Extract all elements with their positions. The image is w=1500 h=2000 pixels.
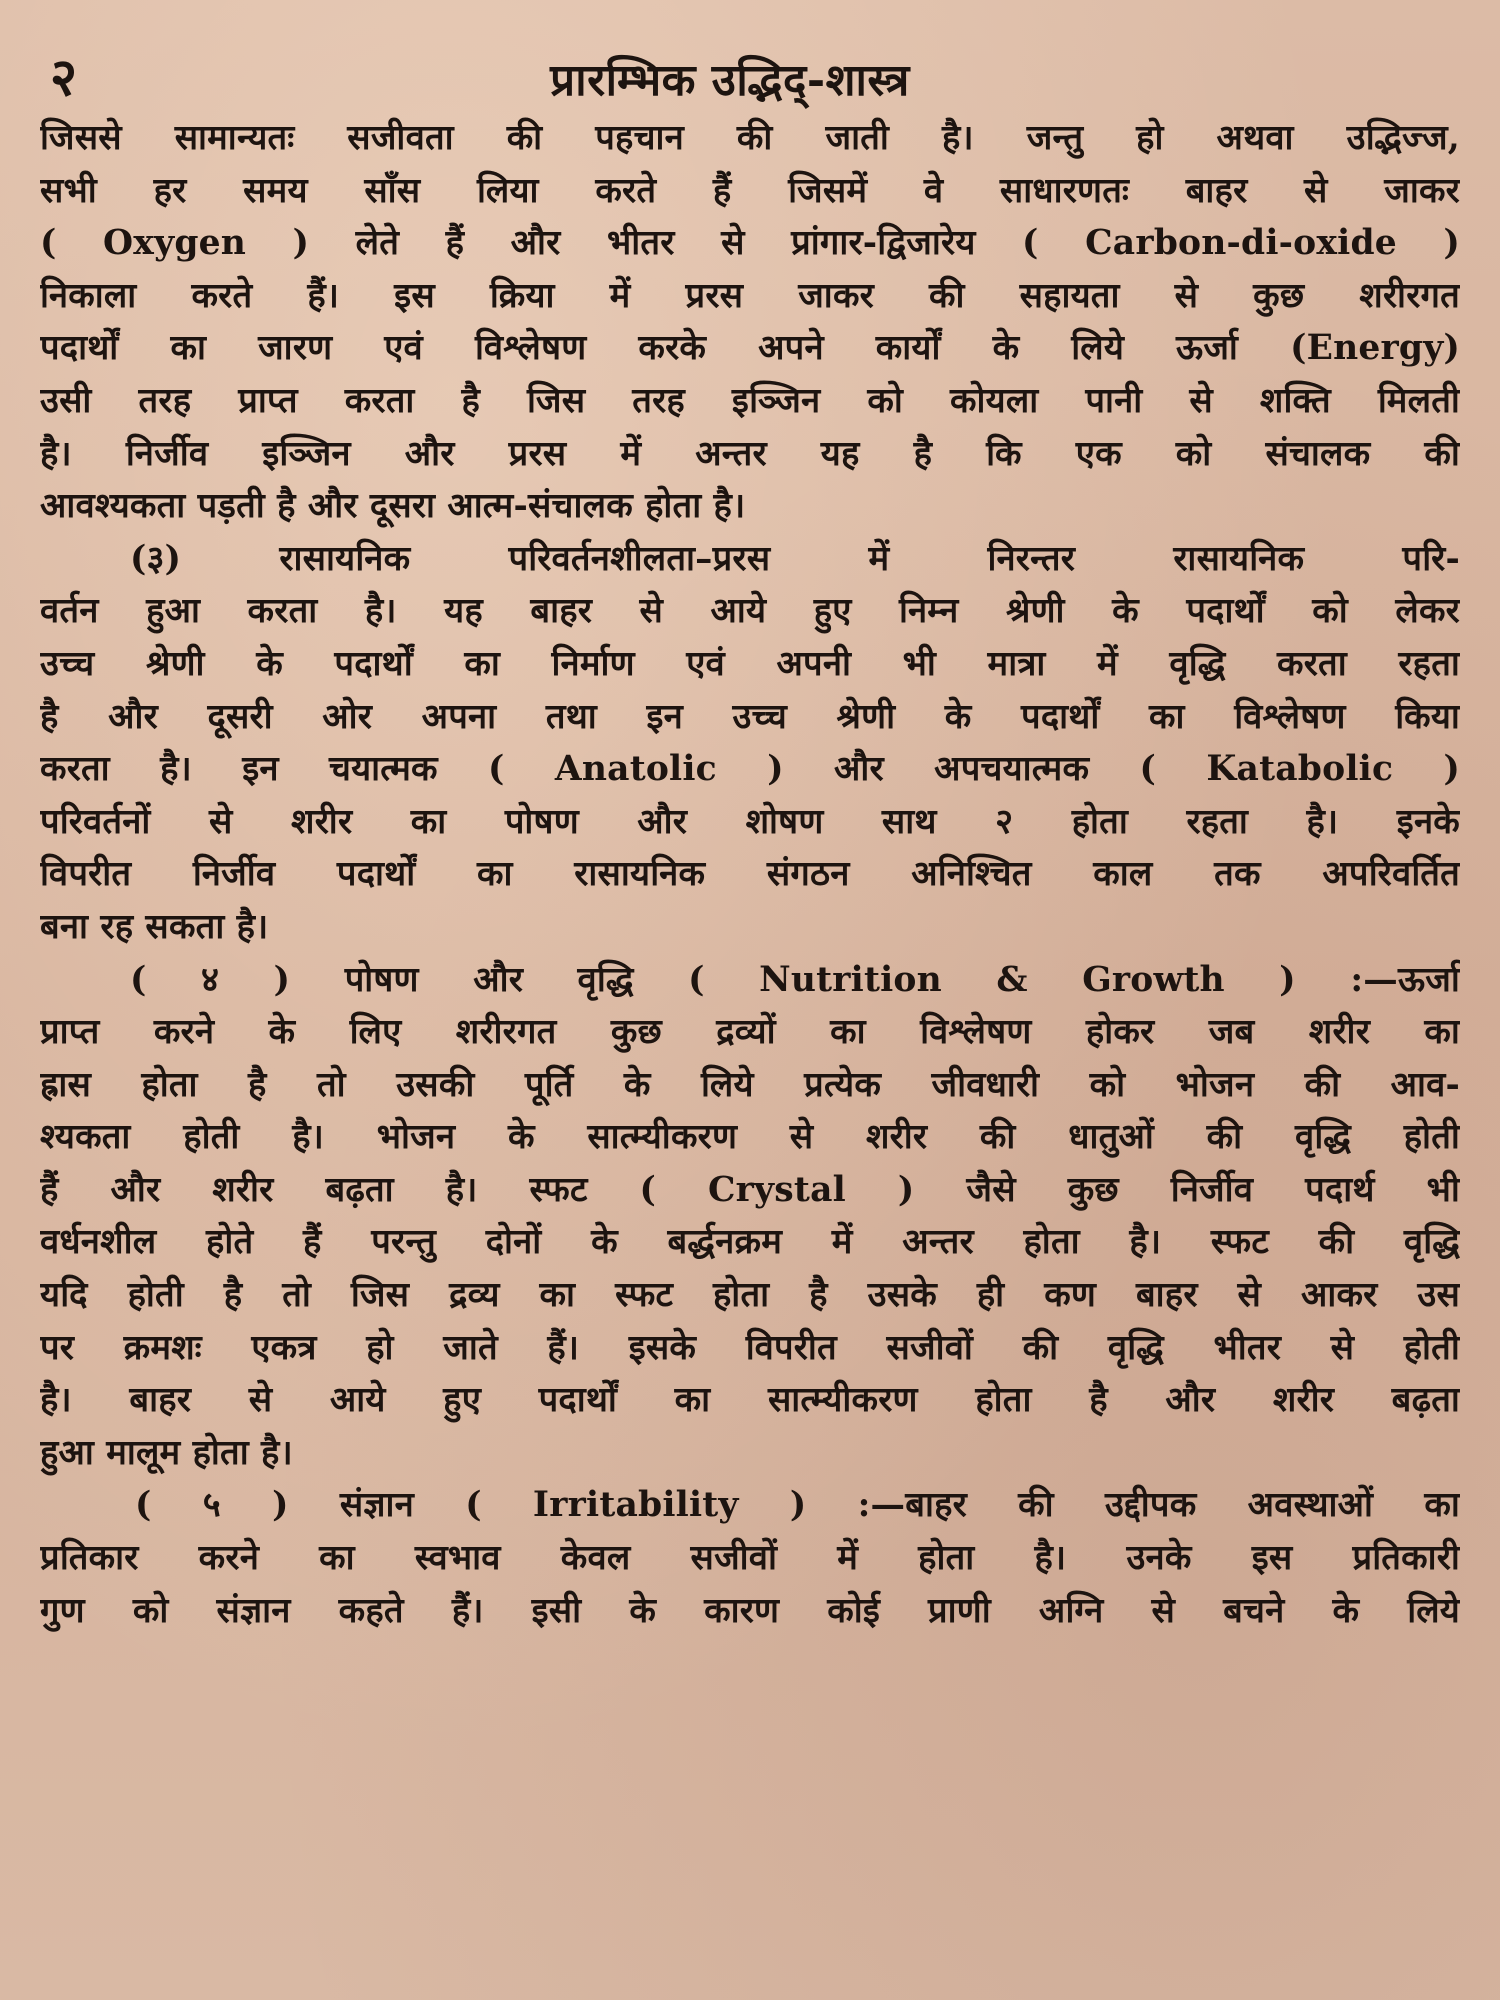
page-number: २ bbox=[50, 47, 78, 108]
text-line: श्यकता होती है। भोजन के सात्म्यीकरण से शरीर की धातुओं की वृद्धि होती bbox=[40, 1117, 1460, 1158]
text-line: उच्च श्रेणी के पदार्थों का निर्माण एवं अपनी भी मात्रा में वृद्धि करता रहता bbox=[40, 643, 1460, 684]
text-line: वर्तन हुआ करता है। यह बाहर से आये हुए निम्न श्रेणी के पदार्थों को लेकर bbox=[40, 591, 1460, 632]
text-line: गुण को संज्ञान कहते हैं। इसी के कारण कोई प्राणी अग्नि से बचने के लिये bbox=[40, 1590, 1460, 1631]
text-line: है। निर्जीव इञ्जिन और प्ररस में अन्तर यह है कि एक को संचालक की bbox=[40, 433, 1460, 474]
text-line: यदि होती है तो जिस द्रव्य का स्फट होता है उसके ही कण बाहर से आकर उस bbox=[40, 1275, 1460, 1316]
text-line: प्रतिकार करने का स्वभाव केवल सजीवों में होता है। उनके इस प्रतिकारी bbox=[40, 1538, 1460, 1579]
text-line: ह्रास होता है तो उसकी पूर्ति के लिये प्रत्येक जीवधारी को भोजन की आव- bbox=[40, 1064, 1460, 1105]
text-line: पर क्रमशः एकत्र हो जाते हैं। इसके विपरीत सजीवों की वृद्धि भीतर से होती bbox=[40, 1327, 1460, 1368]
text-line: परिवर्तनों से शरीर का पोषण और शोषण साथ २ होता रहता है। इनके bbox=[40, 801, 1460, 842]
running-title: प्रारम्भिक उद्भिद्-शास्त्र bbox=[550, 55, 910, 106]
section-heading-3: (३) रासायनिक परिवर्तनशीलता–प्ररस में निरन्तर रासायनिक परि- bbox=[130, 538, 1460, 579]
text-line: विपरीत निर्जीव पदार्थों का रासायनिक संगठन अनिश्चित काल तक अपरिवर्तित bbox=[40, 854, 1460, 895]
text-line: पदार्थों का जारण एवं विश्लेषण करके अपने कार्यों के लिये ऊर्जा (Energy) bbox=[40, 328, 1460, 369]
text-line: हैं और शरीर बढ़ता है। स्फट ( Crystal ) जैसे कुछ निर्जीव पदार्थ भी bbox=[40, 1169, 1460, 1210]
section-heading-5: ( ५ ) संज्ञान ( Irritability ) :—बाहर की उद्दीपक अवस्थाओं का bbox=[135, 1485, 1460, 1526]
text-line: प्राप्त करने के लिए शरीरगत कुछ द्रव्यों का विश्लेषण होकर जब शरीर का bbox=[40, 1012, 1460, 1053]
text-line: ( Oxygen ) लेते हैं और भीतर से प्रांगार-द्विजारेय ( Carbon-di-oxide ) bbox=[40, 223, 1460, 264]
text-line: आवश्यकता पड़ती है और दूसरा आत्म-संचालक होता है। bbox=[40, 486, 746, 527]
text-line: है और दूसरी ओर अपना तथा इन उच्च श्रेणी के पदार्थों का विश्लेषण किया bbox=[40, 696, 1460, 737]
text-line: बना रह सकता है। bbox=[40, 906, 269, 947]
text-line: वर्धनशील होते हैं परन्तु दोनों के बर्द्धनक्रम में अन्तर होता है। स्फट की वृद्धि bbox=[40, 1222, 1460, 1263]
text-line: निकाला करते हैं। इस क्रिया में प्ररस जाकर की सहायता से कुछ शरीरगत bbox=[40, 275, 1460, 316]
text-line: जिससे सामान्यतः सजीवता की पहचान की जाती है। जन्तु हो अथवा उद्भिज्ज, bbox=[40, 118, 1460, 158]
text-line: उसी तरह प्राप्त करता है जिस तरह इञ्जिन को कोयला पानी से शक्ति मिलती bbox=[40, 380, 1460, 421]
text-line: हुआ मालूम होता है। bbox=[40, 1432, 293, 1473]
text-line: है। बाहर से आये हुए पदार्थों का सात्म्यीकरण होता है और शरीर बढ़ता bbox=[40, 1380, 1460, 1421]
section-heading-4: ( ४ ) पोषण और वृद्धि ( Nutrition & Growth ) :—ऊर्जा bbox=[130, 959, 1460, 1000]
text-line: सभी हर समय साँस लिया करते हैं जिसमें वे साधारणतः बाहर से जाकर bbox=[40, 170, 1460, 211]
body-text bbox=[40, 112, 1460, 1637]
text-line: करता है। इन चयात्मक ( Anatolic ) और अपचयात्मक ( Katabolic ) bbox=[40, 749, 1460, 790]
running-head bbox=[40, 40, 1460, 110]
